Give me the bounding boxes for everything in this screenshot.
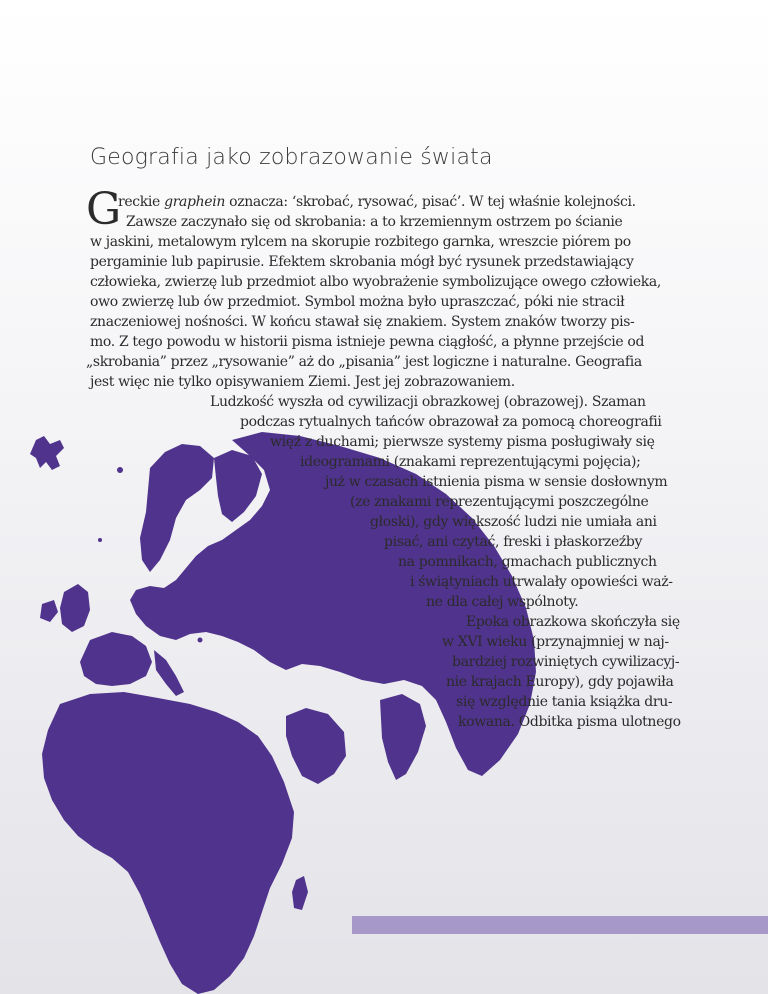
accent-bar (352, 916, 768, 934)
text-line: pisać, ani czytać, freski i płaskorzeźby (384, 534, 643, 550)
text-line: (ze znakami reprezentującymi poszczególne (350, 494, 649, 510)
text-line: bardziej rozwiniętych cywilizacyj- (452, 654, 680, 670)
italy-shape (154, 650, 184, 696)
page-title: Geografia jako zobrazowanie świata (90, 145, 493, 170)
text-line: podczas rytualnych tańców obrazował za pomocą choreografii (240, 414, 662, 430)
text-line: w XVI wieku (przynajmniej w naj- (442, 634, 669, 650)
text-line: człowieka, zwierzę lub przedmiot albo wyobrażenie symbolizujące owego człowieka, (90, 274, 662, 290)
ireland-shape (40, 600, 58, 622)
text-line: jest więc nie tylko opisywaniem Ziemi. Jest jej zobrazowaniem. (90, 374, 515, 390)
text-line: Zawsze zaczynało się od skrobania: a to krzemiennym ostrzem po ścianie (126, 214, 623, 230)
greenland-shape (30, 436, 64, 470)
text-line: głoski), gdy większość ludzi nie umiała ani (370, 514, 657, 530)
text-run: oznacza: ‘skrobać, rysować, pisać’. W tej właśnie kolejności. (225, 194, 636, 210)
western-europe-shape (80, 632, 152, 686)
britain-shape (60, 584, 90, 632)
text-line: już w czasach istnienia pisma w sensie dosłownym (325, 474, 668, 490)
text-line: Ludzkość wyszła od cywilizacji obrazkowej (obrazowej). Szaman (210, 394, 646, 410)
text-line: „skrobania” przez „rysowanie” aż do „pisania” jest logiczne i naturalne. Geografia (86, 354, 642, 370)
text-line: więź z duchami; pierwsze systemy pisma posługiwały się (270, 434, 655, 450)
text-line: ne dla całej wspólnoty. (426, 594, 579, 610)
text-line: owo zwierzę lub ów przedmiot. Symbol można było upraszczać, póki nie stracił (90, 294, 625, 310)
island-dot (98, 538, 102, 542)
text-line: i świątyniach utrwalały opowieści waż- (410, 574, 673, 590)
text-line: się względnie tania książka dru- (456, 694, 673, 710)
arabia-shape (286, 708, 346, 784)
greek-term: graphein (164, 194, 226, 210)
text-line: na pomnikach, gmachach publicznych (398, 554, 657, 570)
text-run: reckie (118, 194, 165, 210)
text-line: Epoka obrazkowa skończyła się (466, 614, 680, 630)
madagascar-shape (292, 876, 308, 910)
island-dot (198, 638, 203, 643)
text-line: kowana. Odbitka pisma ulotnego (458, 714, 681, 730)
text-line: w jaskini, metalowym rylcem na skorupie rozbitego garnka, wreszcie piórem po (90, 234, 631, 250)
text-line (118, 192, 636, 212)
text-line: mo. Z tego powodu w historii pisma istnieje pewna ciągłość, a płynne przejście od (90, 334, 645, 350)
drop-cap: G (86, 184, 122, 235)
island-dot (117, 467, 123, 473)
text-line: znaczeniowej nośności. W końcu stawał się znakiem. System znaków tworzy pis- (90, 314, 635, 330)
text-line: ideogramami (znakami reprezentującymi pojęcia); (300, 454, 641, 470)
text-line: pergaminie lub papirusie. Efektem skrobania mógł być rysunek przedstawiający (90, 254, 634, 270)
india-shape (380, 694, 426, 780)
text-line: nie krajach Europy), gdy pojawiła (446, 674, 674, 690)
africa-shape (42, 692, 294, 994)
